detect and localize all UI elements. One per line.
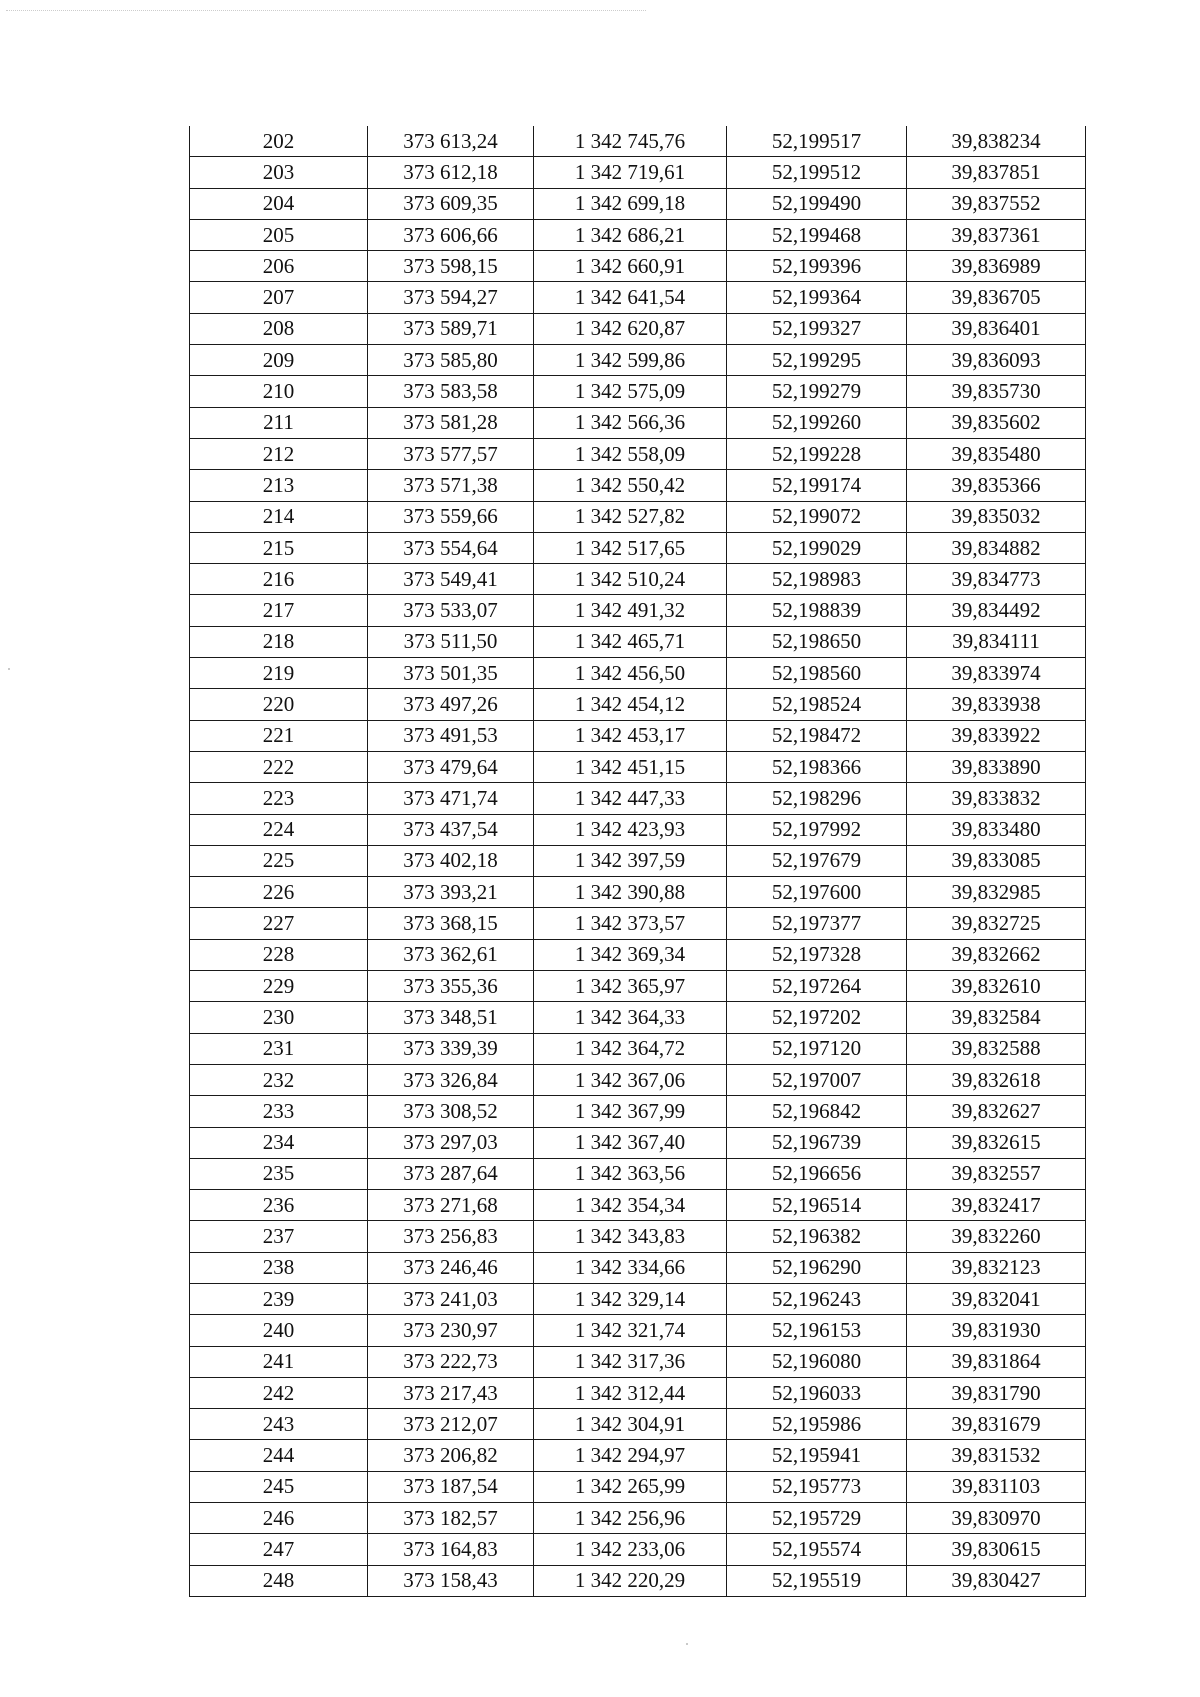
x-coordinate-cell: 373 212,07 <box>368 1409 534 1440</box>
scan-artifact-dot <box>686 1643 688 1645</box>
x-coordinate-cell: 373 559,66 <box>368 501 534 532</box>
table-row <box>190 1096 1086 1127</box>
y-coordinate-cell: 1 342 334,66 <box>534 1252 727 1283</box>
table-row <box>190 345 1086 376</box>
y-coordinate-cell: 1 342 363,56 <box>534 1158 727 1189</box>
y-coordinate-cell: 1 342 660,91 <box>534 251 727 282</box>
latitude-cell: 52,196382 <box>727 1221 907 1252</box>
x-coordinate-cell: 373 393,21 <box>368 877 534 908</box>
point-number-cell: 242 <box>190 1377 368 1408</box>
latitude-cell: 52,197202 <box>727 1002 907 1033</box>
latitude-cell: 52,196153 <box>727 1315 907 1346</box>
longitude-cell: 39,832588 <box>907 1033 1086 1064</box>
y-coordinate-cell: 1 342 321,74 <box>534 1315 727 1346</box>
longitude-cell: 39,832417 <box>907 1190 1086 1221</box>
longitude-cell: 39,834882 <box>907 532 1086 563</box>
latitude-cell: 52,196656 <box>727 1158 907 1189</box>
longitude-cell: 39,833085 <box>907 845 1086 876</box>
latitude-cell: 52,196080 <box>727 1346 907 1377</box>
latitude-cell: 52,199072 <box>727 501 907 532</box>
x-coordinate-cell: 373 437,54 <box>368 814 534 845</box>
y-coordinate-cell: 1 342 294,97 <box>534 1440 727 1471</box>
latitude-cell: 52,195729 <box>727 1503 907 1534</box>
y-coordinate-cell: 1 342 364,33 <box>534 1002 727 1033</box>
point-number-cell: 206 <box>190 251 368 282</box>
table-row <box>190 1283 1086 1314</box>
y-coordinate-cell: 1 342 599,86 <box>534 345 727 376</box>
longitude-cell: 39,835366 <box>907 470 1086 501</box>
point-number-cell: 223 <box>190 783 368 814</box>
point-number-cell: 239 <box>190 1283 368 1314</box>
x-coordinate-cell: 373 577,57 <box>368 438 534 469</box>
table-row <box>190 1440 1086 1471</box>
y-coordinate-cell: 1 342 397,59 <box>534 845 727 876</box>
table-row <box>190 783 1086 814</box>
latitude-cell: 52,197679 <box>727 845 907 876</box>
x-coordinate-cell: 373 187,54 <box>368 1471 534 1502</box>
table-row <box>190 407 1086 438</box>
longitude-cell: 39,830427 <box>907 1565 1086 1596</box>
table-row <box>190 1534 1086 1565</box>
scan-artifact-dot <box>8 668 10 670</box>
table-row <box>190 814 1086 845</box>
latitude-cell: 52,197328 <box>727 939 907 970</box>
latitude-cell: 52,199490 <box>727 188 907 219</box>
longitude-cell: 39,833890 <box>907 751 1086 782</box>
x-coordinate-cell: 373 585,80 <box>368 345 534 376</box>
latitude-cell: 52,199517 <box>727 126 907 157</box>
longitude-cell: 39,830970 <box>907 1503 1086 1534</box>
table-row <box>190 1315 1086 1346</box>
y-coordinate-cell: 1 342 265,99 <box>534 1471 727 1502</box>
point-number-cell: 212 <box>190 438 368 469</box>
x-coordinate-cell: 373 348,51 <box>368 1002 534 1033</box>
longitude-cell: 39,832260 <box>907 1221 1086 1252</box>
y-coordinate-cell: 1 342 456,50 <box>534 658 727 689</box>
x-coordinate-cell: 373 362,61 <box>368 939 534 970</box>
y-coordinate-cell: 1 342 454,12 <box>534 689 727 720</box>
point-number-cell: 214 <box>190 501 368 532</box>
latitude-cell: 52,198366 <box>727 751 907 782</box>
table-row <box>190 1002 1086 1033</box>
x-coordinate-cell: 373 501,35 <box>368 658 534 689</box>
x-coordinate-cell: 373 471,74 <box>368 783 534 814</box>
x-coordinate-cell: 373 326,84 <box>368 1064 534 1095</box>
y-coordinate-cell: 1 342 367,06 <box>534 1064 727 1095</box>
longitude-cell: 39,832725 <box>907 908 1086 939</box>
table-row <box>190 1252 1086 1283</box>
point-number-cell: 240 <box>190 1315 368 1346</box>
point-number-cell: 246 <box>190 1503 368 1534</box>
longitude-cell: 39,833938 <box>907 689 1086 720</box>
y-coordinate-cell: 1 342 566,36 <box>534 407 727 438</box>
longitude-cell: 39,832584 <box>907 1002 1086 1033</box>
y-coordinate-cell: 1 342 329,14 <box>534 1283 727 1314</box>
longitude-cell: 39,831103 <box>907 1471 1086 1502</box>
x-coordinate-cell: 373 609,35 <box>368 188 534 219</box>
longitude-cell: 39,837552 <box>907 188 1086 219</box>
y-coordinate-cell: 1 342 256,96 <box>534 1503 727 1534</box>
table-row <box>190 157 1086 188</box>
coordinates-table-container <box>189 126 1085 1597</box>
table-row <box>190 501 1086 532</box>
table-row <box>190 126 1086 157</box>
point-number-cell: 205 <box>190 219 368 250</box>
latitude-cell: 52,199174 <box>727 470 907 501</box>
point-number-cell: 220 <box>190 689 368 720</box>
latitude-cell: 52,196033 <box>727 1377 907 1408</box>
x-coordinate-cell: 373 241,03 <box>368 1283 534 1314</box>
table-row <box>190 751 1086 782</box>
latitude-cell: 52,198560 <box>727 658 907 689</box>
point-number-cell: 244 <box>190 1440 368 1471</box>
table-row <box>190 1565 1086 1596</box>
table-row <box>190 1221 1086 1252</box>
point-number-cell: 213 <box>190 470 368 501</box>
y-coordinate-cell: 1 342 451,15 <box>534 751 727 782</box>
point-number-cell: 243 <box>190 1409 368 1440</box>
latitude-cell: 52,195519 <box>727 1565 907 1596</box>
longitude-cell: 39,837361 <box>907 219 1086 250</box>
longitude-cell: 39,837851 <box>907 157 1086 188</box>
latitude-cell: 52,195941 <box>727 1440 907 1471</box>
point-number-cell: 247 <box>190 1534 368 1565</box>
longitude-cell: 39,832985 <box>907 877 1086 908</box>
table-row <box>190 877 1086 908</box>
y-coordinate-cell: 1 342 527,82 <box>534 501 727 532</box>
longitude-cell: 39,835730 <box>907 376 1086 407</box>
latitude-cell: 52,198296 <box>727 783 907 814</box>
table-row <box>190 1409 1086 1440</box>
point-number-cell: 202 <box>190 126 368 157</box>
point-number-cell: 219 <box>190 658 368 689</box>
y-coordinate-cell: 1 342 550,42 <box>534 470 727 501</box>
latitude-cell: 52,199029 <box>727 532 907 563</box>
latitude-cell: 52,197120 <box>727 1033 907 1064</box>
table-row <box>190 470 1086 501</box>
longitude-cell: 39,838234 <box>907 126 1086 157</box>
longitude-cell: 39,831679 <box>907 1409 1086 1440</box>
longitude-cell: 39,832610 <box>907 971 1086 1002</box>
point-number-cell: 210 <box>190 376 368 407</box>
x-coordinate-cell: 373 217,43 <box>368 1377 534 1408</box>
longitude-cell: 39,835602 <box>907 407 1086 438</box>
coordinates-table <box>189 126 1086 1597</box>
y-coordinate-cell: 1 342 373,57 <box>534 908 727 939</box>
table-row <box>190 376 1086 407</box>
point-number-cell: 226 <box>190 877 368 908</box>
y-coordinate-cell: 1 342 423,93 <box>534 814 727 845</box>
x-coordinate-cell: 373 402,18 <box>368 845 534 876</box>
point-number-cell: 203 <box>190 157 368 188</box>
x-coordinate-cell: 373 222,73 <box>368 1346 534 1377</box>
y-coordinate-cell: 1 342 453,17 <box>534 720 727 751</box>
point-number-cell: 204 <box>190 188 368 219</box>
scan-artifact-line <box>6 10 646 11</box>
latitude-cell: 52,195986 <box>727 1409 907 1440</box>
longitude-cell: 39,832662 <box>907 939 1086 970</box>
point-number-cell: 233 <box>190 1096 368 1127</box>
x-coordinate-cell: 373 339,39 <box>368 1033 534 1064</box>
longitude-cell: 39,836705 <box>907 282 1086 313</box>
x-coordinate-cell: 373 271,68 <box>368 1190 534 1221</box>
latitude-cell: 52,196243 <box>727 1283 907 1314</box>
table-row <box>190 626 1086 657</box>
x-coordinate-cell: 373 297,03 <box>368 1127 534 1158</box>
point-number-cell: 248 <box>190 1565 368 1596</box>
latitude-cell: 52,199295 <box>727 345 907 376</box>
longitude-cell: 39,832615 <box>907 1127 1086 1158</box>
y-coordinate-cell: 1 342 620,87 <box>534 313 727 344</box>
table-row <box>190 939 1086 970</box>
point-number-cell: 224 <box>190 814 368 845</box>
table-row <box>190 532 1086 563</box>
y-coordinate-cell: 1 342 558,09 <box>534 438 727 469</box>
x-coordinate-cell: 373 158,43 <box>368 1565 534 1596</box>
point-number-cell: 208 <box>190 313 368 344</box>
latitude-cell: 52,199327 <box>727 313 907 344</box>
y-coordinate-cell: 1 342 390,88 <box>534 877 727 908</box>
longitude-cell: 39,834773 <box>907 564 1086 595</box>
y-coordinate-cell: 1 342 367,99 <box>534 1096 727 1127</box>
longitude-cell: 39,834111 <box>907 626 1086 657</box>
y-coordinate-cell: 1 342 369,34 <box>534 939 727 970</box>
latitude-cell: 52,195773 <box>727 1471 907 1502</box>
x-coordinate-cell: 373 368,15 <box>368 908 534 939</box>
point-number-cell: 229 <box>190 971 368 1002</box>
latitude-cell: 52,198524 <box>727 689 907 720</box>
latitude-cell: 52,197992 <box>727 814 907 845</box>
table-row <box>190 1503 1086 1534</box>
latitude-cell: 52,199512 <box>727 157 907 188</box>
y-coordinate-cell: 1 342 465,71 <box>534 626 727 657</box>
table-row <box>190 1190 1086 1221</box>
latitude-cell: 52,198839 <box>727 595 907 626</box>
table-row <box>190 689 1086 720</box>
point-number-cell: 231 <box>190 1033 368 1064</box>
table-row <box>190 1033 1086 1064</box>
table-row <box>190 658 1086 689</box>
x-coordinate-cell: 373 182,57 <box>368 1503 534 1534</box>
latitude-cell: 52,199279 <box>727 376 907 407</box>
y-coordinate-cell: 1 342 575,09 <box>534 376 727 407</box>
longitude-cell: 39,836989 <box>907 251 1086 282</box>
longitude-cell: 39,832627 <box>907 1096 1086 1127</box>
point-number-cell: 211 <box>190 407 368 438</box>
table-row <box>190 1127 1086 1158</box>
y-coordinate-cell: 1 342 745,76 <box>534 126 727 157</box>
point-number-cell: 222 <box>190 751 368 782</box>
longitude-cell: 39,835032 <box>907 501 1086 532</box>
y-coordinate-cell: 1 342 686,21 <box>534 219 727 250</box>
x-coordinate-cell: 373 491,53 <box>368 720 534 751</box>
x-coordinate-cell: 373 594,27 <box>368 282 534 313</box>
point-number-cell: 237 <box>190 1221 368 1252</box>
longitude-cell: 39,831532 <box>907 1440 1086 1471</box>
y-coordinate-cell: 1 342 304,91 <box>534 1409 727 1440</box>
table-row <box>190 595 1086 626</box>
y-coordinate-cell: 1 342 510,24 <box>534 564 727 595</box>
latitude-cell: 52,196290 <box>727 1252 907 1283</box>
x-coordinate-cell: 373 554,64 <box>368 532 534 563</box>
table-row <box>190 1471 1086 1502</box>
coordinates-table-body <box>190 126 1086 1596</box>
point-number-cell: 230 <box>190 1002 368 1033</box>
table-row <box>190 1064 1086 1095</box>
point-number-cell: 218 <box>190 626 368 657</box>
latitude-cell: 52,197600 <box>727 877 907 908</box>
point-number-cell: 234 <box>190 1127 368 1158</box>
longitude-cell: 39,830615 <box>907 1534 1086 1565</box>
point-number-cell: 216 <box>190 564 368 595</box>
latitude-cell: 52,196739 <box>727 1127 907 1158</box>
y-coordinate-cell: 1 342 641,54 <box>534 282 727 313</box>
y-coordinate-cell: 1 342 233,06 <box>534 1534 727 1565</box>
table-row <box>190 1377 1086 1408</box>
point-number-cell: 227 <box>190 908 368 939</box>
longitude-cell: 39,832618 <box>907 1064 1086 1095</box>
latitude-cell: 52,199260 <box>727 407 907 438</box>
latitude-cell: 52,199468 <box>727 219 907 250</box>
y-coordinate-cell: 1 342 699,18 <box>534 188 727 219</box>
y-coordinate-cell: 1 342 312,44 <box>534 1377 727 1408</box>
x-coordinate-cell: 373 549,41 <box>368 564 534 595</box>
y-coordinate-cell: 1 342 354,34 <box>534 1190 727 1221</box>
point-number-cell: 228 <box>190 939 368 970</box>
table-row <box>190 188 1086 219</box>
point-number-cell: 241 <box>190 1346 368 1377</box>
x-coordinate-cell: 373 606,66 <box>368 219 534 250</box>
x-coordinate-cell: 373 206,82 <box>368 1440 534 1471</box>
x-coordinate-cell: 373 287,64 <box>368 1158 534 1189</box>
x-coordinate-cell: 373 612,18 <box>368 157 534 188</box>
latitude-cell: 52,197377 <box>727 908 907 939</box>
longitude-cell: 39,836093 <box>907 345 1086 376</box>
latitude-cell: 52,199228 <box>727 438 907 469</box>
latitude-cell: 52,196842 <box>727 1096 907 1127</box>
longitude-cell: 39,833974 <box>907 658 1086 689</box>
point-number-cell: 207 <box>190 282 368 313</box>
x-coordinate-cell: 373 511,50 <box>368 626 534 657</box>
point-number-cell: 215 <box>190 532 368 563</box>
x-coordinate-cell: 373 533,07 <box>368 595 534 626</box>
x-coordinate-cell: 373 256,83 <box>368 1221 534 1252</box>
x-coordinate-cell: 373 571,38 <box>368 470 534 501</box>
latitude-cell: 52,197007 <box>727 1064 907 1095</box>
x-coordinate-cell: 373 355,36 <box>368 971 534 1002</box>
point-number-cell: 236 <box>190 1190 368 1221</box>
latitude-cell: 52,199364 <box>727 282 907 313</box>
latitude-cell: 52,197264 <box>727 971 907 1002</box>
longitude-cell: 39,833832 <box>907 783 1086 814</box>
longitude-cell: 39,833480 <box>907 814 1086 845</box>
longitude-cell: 39,834492 <box>907 595 1086 626</box>
point-number-cell: 225 <box>190 845 368 876</box>
y-coordinate-cell: 1 342 447,33 <box>534 783 727 814</box>
x-coordinate-cell: 373 230,97 <box>368 1315 534 1346</box>
latitude-cell: 52,198472 <box>727 720 907 751</box>
longitude-cell: 39,832041 <box>907 1283 1086 1314</box>
table-row <box>190 438 1086 469</box>
latitude-cell: 52,195574 <box>727 1534 907 1565</box>
latitude-cell: 52,199396 <box>727 251 907 282</box>
longitude-cell: 39,831930 <box>907 1315 1086 1346</box>
latitude-cell: 52,198983 <box>727 564 907 595</box>
point-number-cell: 217 <box>190 595 368 626</box>
y-coordinate-cell: 1 342 343,83 <box>534 1221 727 1252</box>
y-coordinate-cell: 1 342 365,97 <box>534 971 727 1002</box>
point-number-cell: 209 <box>190 345 368 376</box>
x-coordinate-cell: 373 479,64 <box>368 751 534 782</box>
x-coordinate-cell: 373 583,58 <box>368 376 534 407</box>
latitude-cell: 52,196514 <box>727 1190 907 1221</box>
x-coordinate-cell: 373 613,24 <box>368 126 534 157</box>
point-number-cell: 232 <box>190 1064 368 1095</box>
table-row <box>190 219 1086 250</box>
x-coordinate-cell: 373 308,52 <box>368 1096 534 1127</box>
table-row <box>190 1158 1086 1189</box>
table-row <box>190 564 1086 595</box>
table-row <box>190 971 1086 1002</box>
x-coordinate-cell: 373 246,46 <box>368 1252 534 1283</box>
y-coordinate-cell: 1 342 719,61 <box>534 157 727 188</box>
longitude-cell: 39,831790 <box>907 1377 1086 1408</box>
table-row <box>190 1346 1086 1377</box>
y-coordinate-cell: 1 342 220,29 <box>534 1565 727 1596</box>
y-coordinate-cell: 1 342 367,40 <box>534 1127 727 1158</box>
table-row <box>190 720 1086 751</box>
table-row <box>190 845 1086 876</box>
x-coordinate-cell: 373 164,83 <box>368 1534 534 1565</box>
longitude-cell: 39,836401 <box>907 313 1086 344</box>
longitude-cell: 39,832123 <box>907 1252 1086 1283</box>
longitude-cell: 39,831864 <box>907 1346 1086 1377</box>
y-coordinate-cell: 1 342 317,36 <box>534 1346 727 1377</box>
y-coordinate-cell: 1 342 364,72 <box>534 1033 727 1064</box>
longitude-cell: 39,835480 <box>907 438 1086 469</box>
table-row <box>190 251 1086 282</box>
x-coordinate-cell: 373 589,71 <box>368 313 534 344</box>
x-coordinate-cell: 373 497,26 <box>368 689 534 720</box>
x-coordinate-cell: 373 581,28 <box>368 407 534 438</box>
table-row <box>190 282 1086 313</box>
point-number-cell: 235 <box>190 1158 368 1189</box>
point-number-cell: 221 <box>190 720 368 751</box>
longitude-cell: 39,833922 <box>907 720 1086 751</box>
y-coordinate-cell: 1 342 517,65 <box>534 532 727 563</box>
x-coordinate-cell: 373 598,15 <box>368 251 534 282</box>
y-coordinate-cell: 1 342 491,32 <box>534 595 727 626</box>
latitude-cell: 52,198650 <box>727 626 907 657</box>
table-row <box>190 908 1086 939</box>
longitude-cell: 39,832557 <box>907 1158 1086 1189</box>
table-row <box>190 313 1086 344</box>
point-number-cell: 245 <box>190 1471 368 1502</box>
point-number-cell: 238 <box>190 1252 368 1283</box>
